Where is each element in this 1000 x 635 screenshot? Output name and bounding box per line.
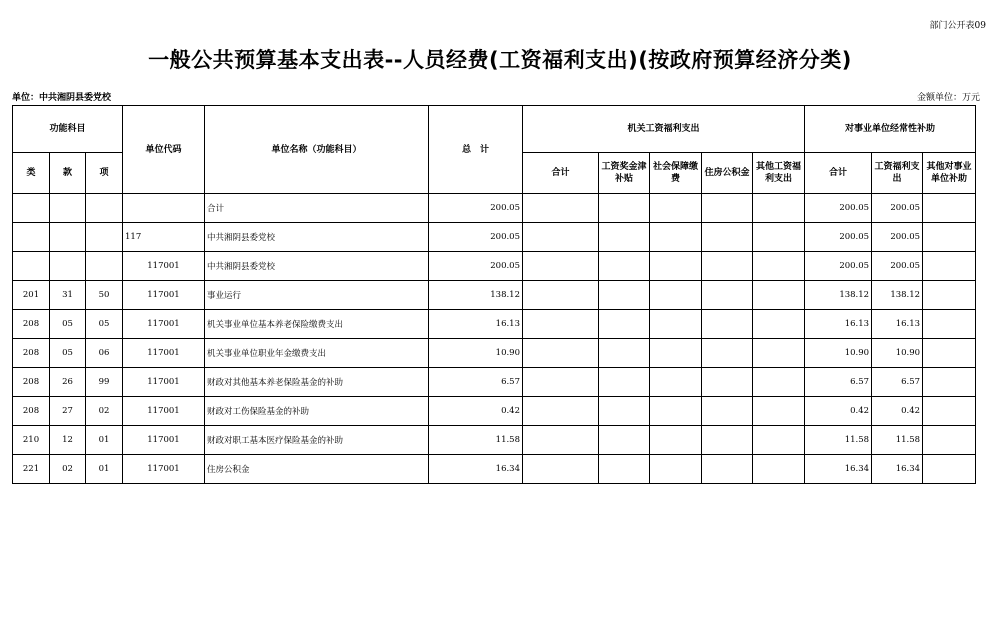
cell-kuan: 26 <box>50 368 86 397</box>
unit-label: 单位：中共湘阴县委党校 <box>12 93 112 103</box>
cell-org-other <box>753 397 805 426</box>
cell-org-social <box>650 368 702 397</box>
cell-org-housing <box>702 426 753 455</box>
cell-org-wages <box>599 455 650 484</box>
cell-org-wages <box>599 281 650 310</box>
cell-unit-name: 中共湘阴县委党校 <box>205 223 429 252</box>
cell-org-other <box>753 252 805 281</box>
cell-org-total <box>523 194 599 223</box>
cell-total: 0.42 <box>429 397 523 426</box>
header-org-wages: 工资奖金津补贴 <box>599 153 650 194</box>
cell-org-wages <box>599 194 650 223</box>
header-func-subject: 功能科目 <box>13 106 123 153</box>
cell-inst-total: 200.05 <box>805 252 872 281</box>
cell-xiang: 01 <box>86 426 123 455</box>
cell-org-social <box>650 223 702 252</box>
cell-org-housing <box>702 339 753 368</box>
table-row <box>13 339 976 368</box>
cell-org-total <box>523 455 599 484</box>
cell-xiang: 06 <box>86 339 123 368</box>
cell-inst-wages: 138.12 <box>872 281 923 310</box>
cell-inst-other <box>923 310 976 339</box>
header-lei: 类 <box>13 153 50 194</box>
cell-org-total <box>523 368 599 397</box>
cell-lei: 221 <box>13 455 50 484</box>
cell-org-total <box>523 310 599 339</box>
table-row <box>13 397 976 426</box>
cell-xiang <box>86 194 123 223</box>
cell-lei: 208 <box>13 368 50 397</box>
header-org-total: 合计 <box>523 153 599 194</box>
cell-lei: 208 <box>13 339 50 368</box>
cell-inst-wages: 16.13 <box>872 310 923 339</box>
table-row <box>13 368 976 397</box>
cell-org-other <box>753 223 805 252</box>
cell-org-other <box>753 455 805 484</box>
cell-org-social <box>650 252 702 281</box>
header-inst-total: 合计 <box>805 153 872 194</box>
cell-inst-total: 200.05 <box>805 194 872 223</box>
cell-inst-total: 200.05 <box>805 223 872 252</box>
cell-xiang: 02 <box>86 397 123 426</box>
page-code: 部门公开表09 <box>929 21 986 31</box>
cell-org-other <box>753 339 805 368</box>
table-row <box>13 281 976 310</box>
cell-unit-code: 117001 <box>123 397 205 426</box>
cell-unit-code: 117001 <box>123 455 205 484</box>
cell-inst-wages: 10.90 <box>872 339 923 368</box>
cell-org-housing <box>702 194 753 223</box>
cell-unit-name: 中共湘阴县委党校 <box>205 252 429 281</box>
cell-lei <box>13 194 50 223</box>
header-unit-code: 单位代码 <box>123 106 205 194</box>
header-org-other: 其他工资福利支出 <box>753 153 805 194</box>
cell-xiang <box>86 252 123 281</box>
cell-org-total <box>523 223 599 252</box>
cell-inst-total: 16.13 <box>805 310 872 339</box>
cell-kuan <box>50 252 86 281</box>
cell-lei: 208 <box>13 397 50 426</box>
cell-org-social <box>650 455 702 484</box>
cell-unit-name: 机关事业单位基本养老保险缴费支出 <box>205 310 429 339</box>
cell-inst-other <box>923 252 976 281</box>
cell-inst-wages: 11.58 <box>872 426 923 455</box>
cell-inst-wages: 200.05 <box>872 194 923 223</box>
cell-unit-code: 117001 <box>123 281 205 310</box>
header-xiang: 项 <box>86 153 123 194</box>
cell-total: 138.12 <box>429 281 523 310</box>
cell-org-other <box>753 368 805 397</box>
cell-unit-code: 117001 <box>123 368 205 397</box>
cell-inst-wages: 6.57 <box>872 368 923 397</box>
cell-org-wages <box>599 310 650 339</box>
cell-org-housing <box>702 397 753 426</box>
table-row <box>13 455 976 484</box>
cell-total: 16.13 <box>429 310 523 339</box>
cell-unit-code <box>123 194 205 223</box>
cell-inst-other <box>923 281 976 310</box>
header-org-salary: 机关工资福利支出 <box>523 106 805 153</box>
cell-org-wages <box>599 223 650 252</box>
cell-org-social <box>650 426 702 455</box>
cell-total: 200.05 <box>429 223 523 252</box>
cell-org-wages <box>599 339 650 368</box>
cell-kuan: 27 <box>50 397 86 426</box>
cell-inst-other <box>923 223 976 252</box>
cell-inst-other <box>923 194 976 223</box>
cell-unit-code: 117001 <box>123 426 205 455</box>
cell-unit-name: 财政对工伤保险基金的补助 <box>205 397 429 426</box>
cell-unit-name: 财政对职工基本医疗保险基金的补助 <box>205 426 429 455</box>
header-inst-wages: 工资福利支出 <box>872 153 923 194</box>
table-row <box>13 426 976 455</box>
cell-org-housing <box>702 252 753 281</box>
cell-org-other <box>753 194 805 223</box>
cell-org-social <box>650 194 702 223</box>
cell-org-total <box>523 426 599 455</box>
cell-total: 10.90 <box>429 339 523 368</box>
cell-xiang: 99 <box>86 368 123 397</box>
cell-unit-code: 117001 <box>123 252 205 281</box>
cell-inst-other <box>923 426 976 455</box>
cell-inst-wages: 200.05 <box>872 223 923 252</box>
cell-kuan: 05 <box>50 339 86 368</box>
header-unit-name: 单位名称（功能科目） <box>205 106 429 194</box>
cell-lei: 201 <box>13 281 50 310</box>
cell-kuan: 05 <box>50 310 86 339</box>
cell-inst-wages: 0.42 <box>872 397 923 426</box>
cell-inst-other <box>923 455 976 484</box>
cell-total: 11.58 <box>429 426 523 455</box>
table-row <box>13 223 976 252</box>
table-body <box>13 194 976 484</box>
header-row-1 <box>13 106 976 153</box>
cell-total: 200.05 <box>429 252 523 281</box>
cell-org-social <box>650 281 702 310</box>
cell-kuan: 31 <box>50 281 86 310</box>
amount-unit: 金额单位：万元 <box>916 93 980 103</box>
cell-inst-wages: 200.05 <box>872 252 923 281</box>
page-title: 一般公共预算基本支出表--人员经费(工资福利支出)(按政府预算经济分类) <box>148 48 852 72</box>
cell-unit-name: 财政对其他基本养老保险基金的补助 <box>205 368 429 397</box>
cell-org-other <box>753 426 805 455</box>
cell-org-total <box>523 281 599 310</box>
cell-lei <box>13 223 50 252</box>
cell-org-housing <box>702 368 753 397</box>
cell-org-social <box>650 397 702 426</box>
cell-unit-code: 117001 <box>123 310 205 339</box>
cell-inst-other <box>923 339 976 368</box>
cell-inst-wages: 16.34 <box>872 455 923 484</box>
cell-inst-total: 11.58 <box>805 426 872 455</box>
cell-total: 16.34 <box>429 455 523 484</box>
cell-org-total <box>523 397 599 426</box>
header-org-social: 社会保障缴费 <box>650 153 702 194</box>
header-org-housing: 住房公积金 <box>702 153 753 194</box>
cell-org-housing <box>702 281 753 310</box>
cell-kuan <box>50 194 86 223</box>
cell-kuan <box>50 223 86 252</box>
cell-org-wages <box>599 397 650 426</box>
cell-org-wages <box>599 426 650 455</box>
cell-org-housing <box>702 223 753 252</box>
cell-org-housing <box>702 310 753 339</box>
header-inst-other: 其他对事业单位补助 <box>923 153 976 194</box>
cell-unit-name: 住房公积金 <box>205 455 429 484</box>
table-row <box>13 252 976 281</box>
cell-kuan: 12 <box>50 426 86 455</box>
cell-org-other <box>753 281 805 310</box>
cell-org-social <box>650 339 702 368</box>
cell-org-wages <box>599 252 650 281</box>
cell-unit-name: 事业运行 <box>205 281 429 310</box>
cell-inst-total: 16.34 <box>805 455 872 484</box>
cell-kuan: 02 <box>50 455 86 484</box>
table-row <box>13 194 976 223</box>
cell-lei <box>13 252 50 281</box>
header-total: 总 计 <box>429 106 523 194</box>
cell-org-other <box>753 310 805 339</box>
cell-unit-code: 117001 <box>123 339 205 368</box>
cell-xiang: 05 <box>86 310 123 339</box>
cell-org-housing <box>702 455 753 484</box>
cell-xiang: 50 <box>86 281 123 310</box>
cell-total: 6.57 <box>429 368 523 397</box>
cell-inst-other <box>923 368 976 397</box>
cell-org-total <box>523 339 599 368</box>
cell-inst-total: 0.42 <box>805 397 872 426</box>
cell-org-total <box>523 252 599 281</box>
cell-org-wages <box>599 368 650 397</box>
cell-unit-name: 机关事业单位职业年金缴费支出 <box>205 339 429 368</box>
cell-org-social <box>650 310 702 339</box>
cell-unit-name: 合计 <box>205 194 429 223</box>
header-kuan: 款 <box>50 153 86 194</box>
header-inst-subsidy: 对事业单位经常性补助 <box>805 106 976 153</box>
cell-xiang: 01 <box>86 455 123 484</box>
cell-inst-total: 138.12 <box>805 281 872 310</box>
cell-lei: 210 <box>13 426 50 455</box>
cell-unit-code: 117 <box>123 223 205 252</box>
cell-inst-other <box>923 397 976 426</box>
cell-inst-total: 10.90 <box>805 339 872 368</box>
expenditure-table <box>12 105 976 484</box>
cell-xiang <box>86 223 123 252</box>
table-row <box>13 310 976 339</box>
cell-inst-total: 6.57 <box>805 368 872 397</box>
cell-lei: 208 <box>13 310 50 339</box>
cell-total: 200.05 <box>429 194 523 223</box>
